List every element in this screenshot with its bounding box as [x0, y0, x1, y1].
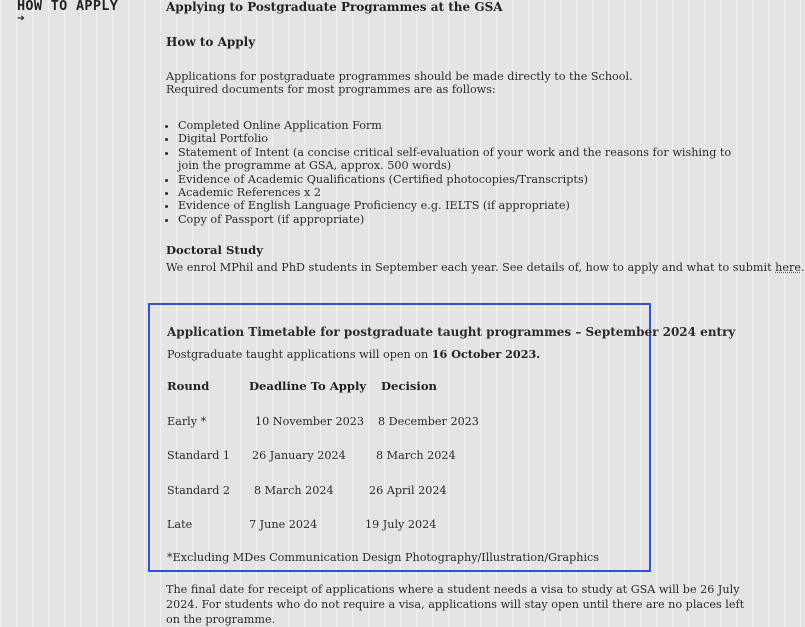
- list-item: • Copy of Passport (if appropriate): [178, 213, 752, 226]
- doctoral-text-end: .: [800, 261, 805, 274]
- timetable-footnote: *Excluding MDes Communication Design Photography/Illustration/Graphics: [167, 551, 600, 564]
- arrow-right-icon: ➔: [17, 11, 26, 26]
- doctoral-study-text: [166, 261, 805, 274]
- row-round: Standard 1: [167, 449, 231, 462]
- row-decision: 19 July 2024: [365, 518, 437, 531]
- header-deadline: Deadline To Apply: [249, 379, 367, 393]
- intro-line-1: Applications for postgraduate programmes should be made directly to the School.: [166, 70, 633, 83]
- application-timetable-box: [148, 303, 736, 572]
- list-item: • Completed Online Application Form: [178, 119, 752, 132]
- row-round: Early *: [167, 415, 207, 428]
- intro-paragraph: [166, 70, 633, 97]
- intro-line-2: Required documents for most programmes are as follows:: [166, 83, 496, 97]
- row-deadline: 26 January 2024: [252, 449, 346, 462]
- section-label-text: HOW TO APPLY: [17, 0, 119, 14]
- row-deadline: 10 November 2023: [255, 415, 365, 428]
- row-round: Late: [167, 518, 193, 531]
- doctoral-here-link[interactable]: here: [775, 261, 801, 274]
- how-to-apply-heading: How to Apply: [166, 35, 256, 49]
- row-deadline: 8 March 2024: [254, 484, 334, 497]
- list-item: • Academic References x 2: [178, 186, 752, 199]
- header-decision: Decision: [381, 379, 437, 393]
- row-deadline: 7 June 2024: [249, 518, 318, 531]
- doctoral-study-heading: Doctoral Study: [166, 243, 263, 257]
- page-title: Applying to Postgraduate Programmes at the GSA: [166, 0, 503, 14]
- row-round: Standard 2: [167, 484, 231, 497]
- required-documents-list: [166, 119, 752, 226]
- row-decision: 8 March 2024: [376, 449, 456, 462]
- timetable-title: Application Timetable for postgraduate taught programmes – September 2024 entry: [167, 325, 736, 339]
- list-item: • Evidence of Academic Qualifications (Certified photocopies/Transcripts): [178, 173, 752, 186]
- header-round: Round: [167, 379, 210, 393]
- list-item: • Digital Portfolio: [178, 132, 752, 145]
- section-label: [17, 0, 118, 25]
- applications-open-text: [167, 347, 540, 361]
- row-decision: 26 April 2024: [369, 484, 447, 497]
- list-item: • Statement of Intent (a concise critical self-evaluation of your work and the reasons for wishing to join the programme at GSA, approx. 500 words): [178, 146, 752, 173]
- row-decision: 8 December 2023: [378, 415, 479, 428]
- doctoral-text-body: We enrol MPhil and PhD students in September each year. See details of, how to apply and what to submit: [166, 261, 776, 274]
- list-item: • Evidence of English Language Proficiency e.g. IELTS (if appropriate): [178, 199, 752, 212]
- open-date: 16 October 2023.: [431, 347, 541, 361]
- final-deadline-note: The final date for receipt of applications where a student needs a visa to study at GSA will be 26 July 2024. For students who do not require a visa, applications will stay open until there are no places left on the programme.: [166, 583, 745, 626]
- open-text-lead: Postgraduate taught applications will open on: [167, 348, 432, 361]
